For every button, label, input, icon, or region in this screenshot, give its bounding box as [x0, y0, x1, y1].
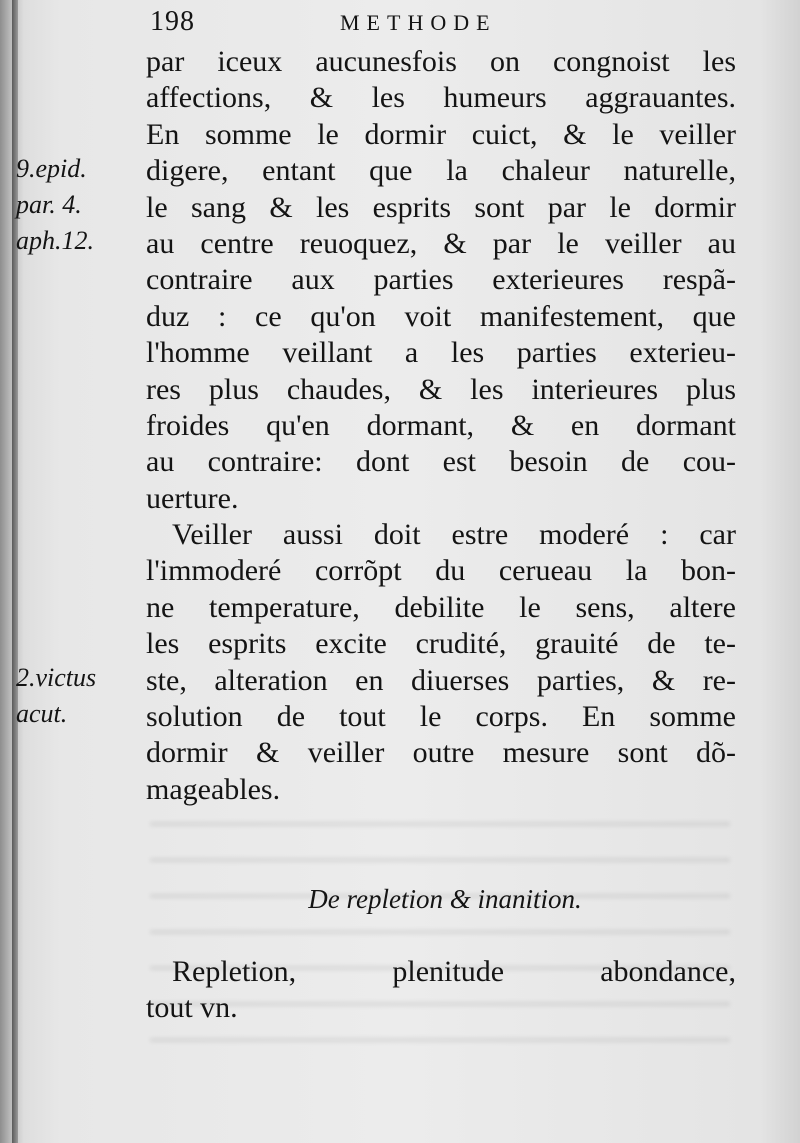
- section-heading: De repletion & inanition.: [308, 884, 582, 914]
- text-line: l'homme veillant a les parties exterieu-: [146, 336, 736, 370]
- page-header: [150, 6, 750, 46]
- text-line: froides qu'en dormant, & en dormant: [146, 408, 736, 442]
- margin-note: aph.12.: [16, 226, 94, 255]
- text-line: En somme le dormir cuict, & le veiller: [146, 117, 736, 151]
- text-line: ne temperature, debilite le sens, altere: [146, 590, 736, 624]
- text-line: affections, & les humeurs aggrauantes.: [146, 81, 736, 115]
- text-line: tout vn.: [146, 991, 238, 1025]
- text-line: Veiller aussi doit estre moderé : car: [172, 518, 736, 552]
- margin-note: 9.epid.: [16, 154, 87, 183]
- text-line: contraire aux parties exterieures respã-: [146, 263, 736, 297]
- text-line: res plus chaudes, & les interieures plus: [146, 372, 736, 406]
- margin-note: par. 4.: [16, 190, 82, 219]
- text-line: Repletion, plenitude abondance,: [172, 955, 736, 988]
- text-line: au centre reuoquez, & par le veiller au: [146, 226, 736, 260]
- text-line: mageables.: [146, 772, 281, 806]
- margin-note: acut.: [16, 699, 68, 728]
- text-line: les esprits excite crudité, grauité de te-: [146, 627, 736, 661]
- text-line: le sang & les esprits sont par le dormir: [146, 190, 736, 224]
- page-number: 198: [150, 6, 195, 37]
- paragraph-3: [146, 954, 736, 1027]
- margin-note: 2.victus: [16, 663, 97, 692]
- text-line: uerture.: [146, 481, 239, 515]
- text-line: digere, entant que la chaleur naturelle,: [146, 154, 736, 188]
- text-line: ste, alteration en diuerses parties, & re-: [146, 663, 736, 697]
- text-line: au contraire: dont est besoin de cou-: [146, 445, 736, 479]
- text-line: par iceux aucunesfois on congnoist les: [146, 45, 736, 78]
- text-line: l'immoderé corrõpt du cerueau la bon-: [146, 554, 736, 588]
- text-line: duz : ce qu'on voit manifestement, que: [146, 299, 736, 333]
- text-line: solution de tout le corps. En somme: [146, 700, 736, 734]
- text-line: dormir & veiller outre mesure sont dõ-: [146, 736, 736, 770]
- paragraph-1: [146, 44, 736, 808]
- running-head: METHODE: [340, 10, 497, 35]
